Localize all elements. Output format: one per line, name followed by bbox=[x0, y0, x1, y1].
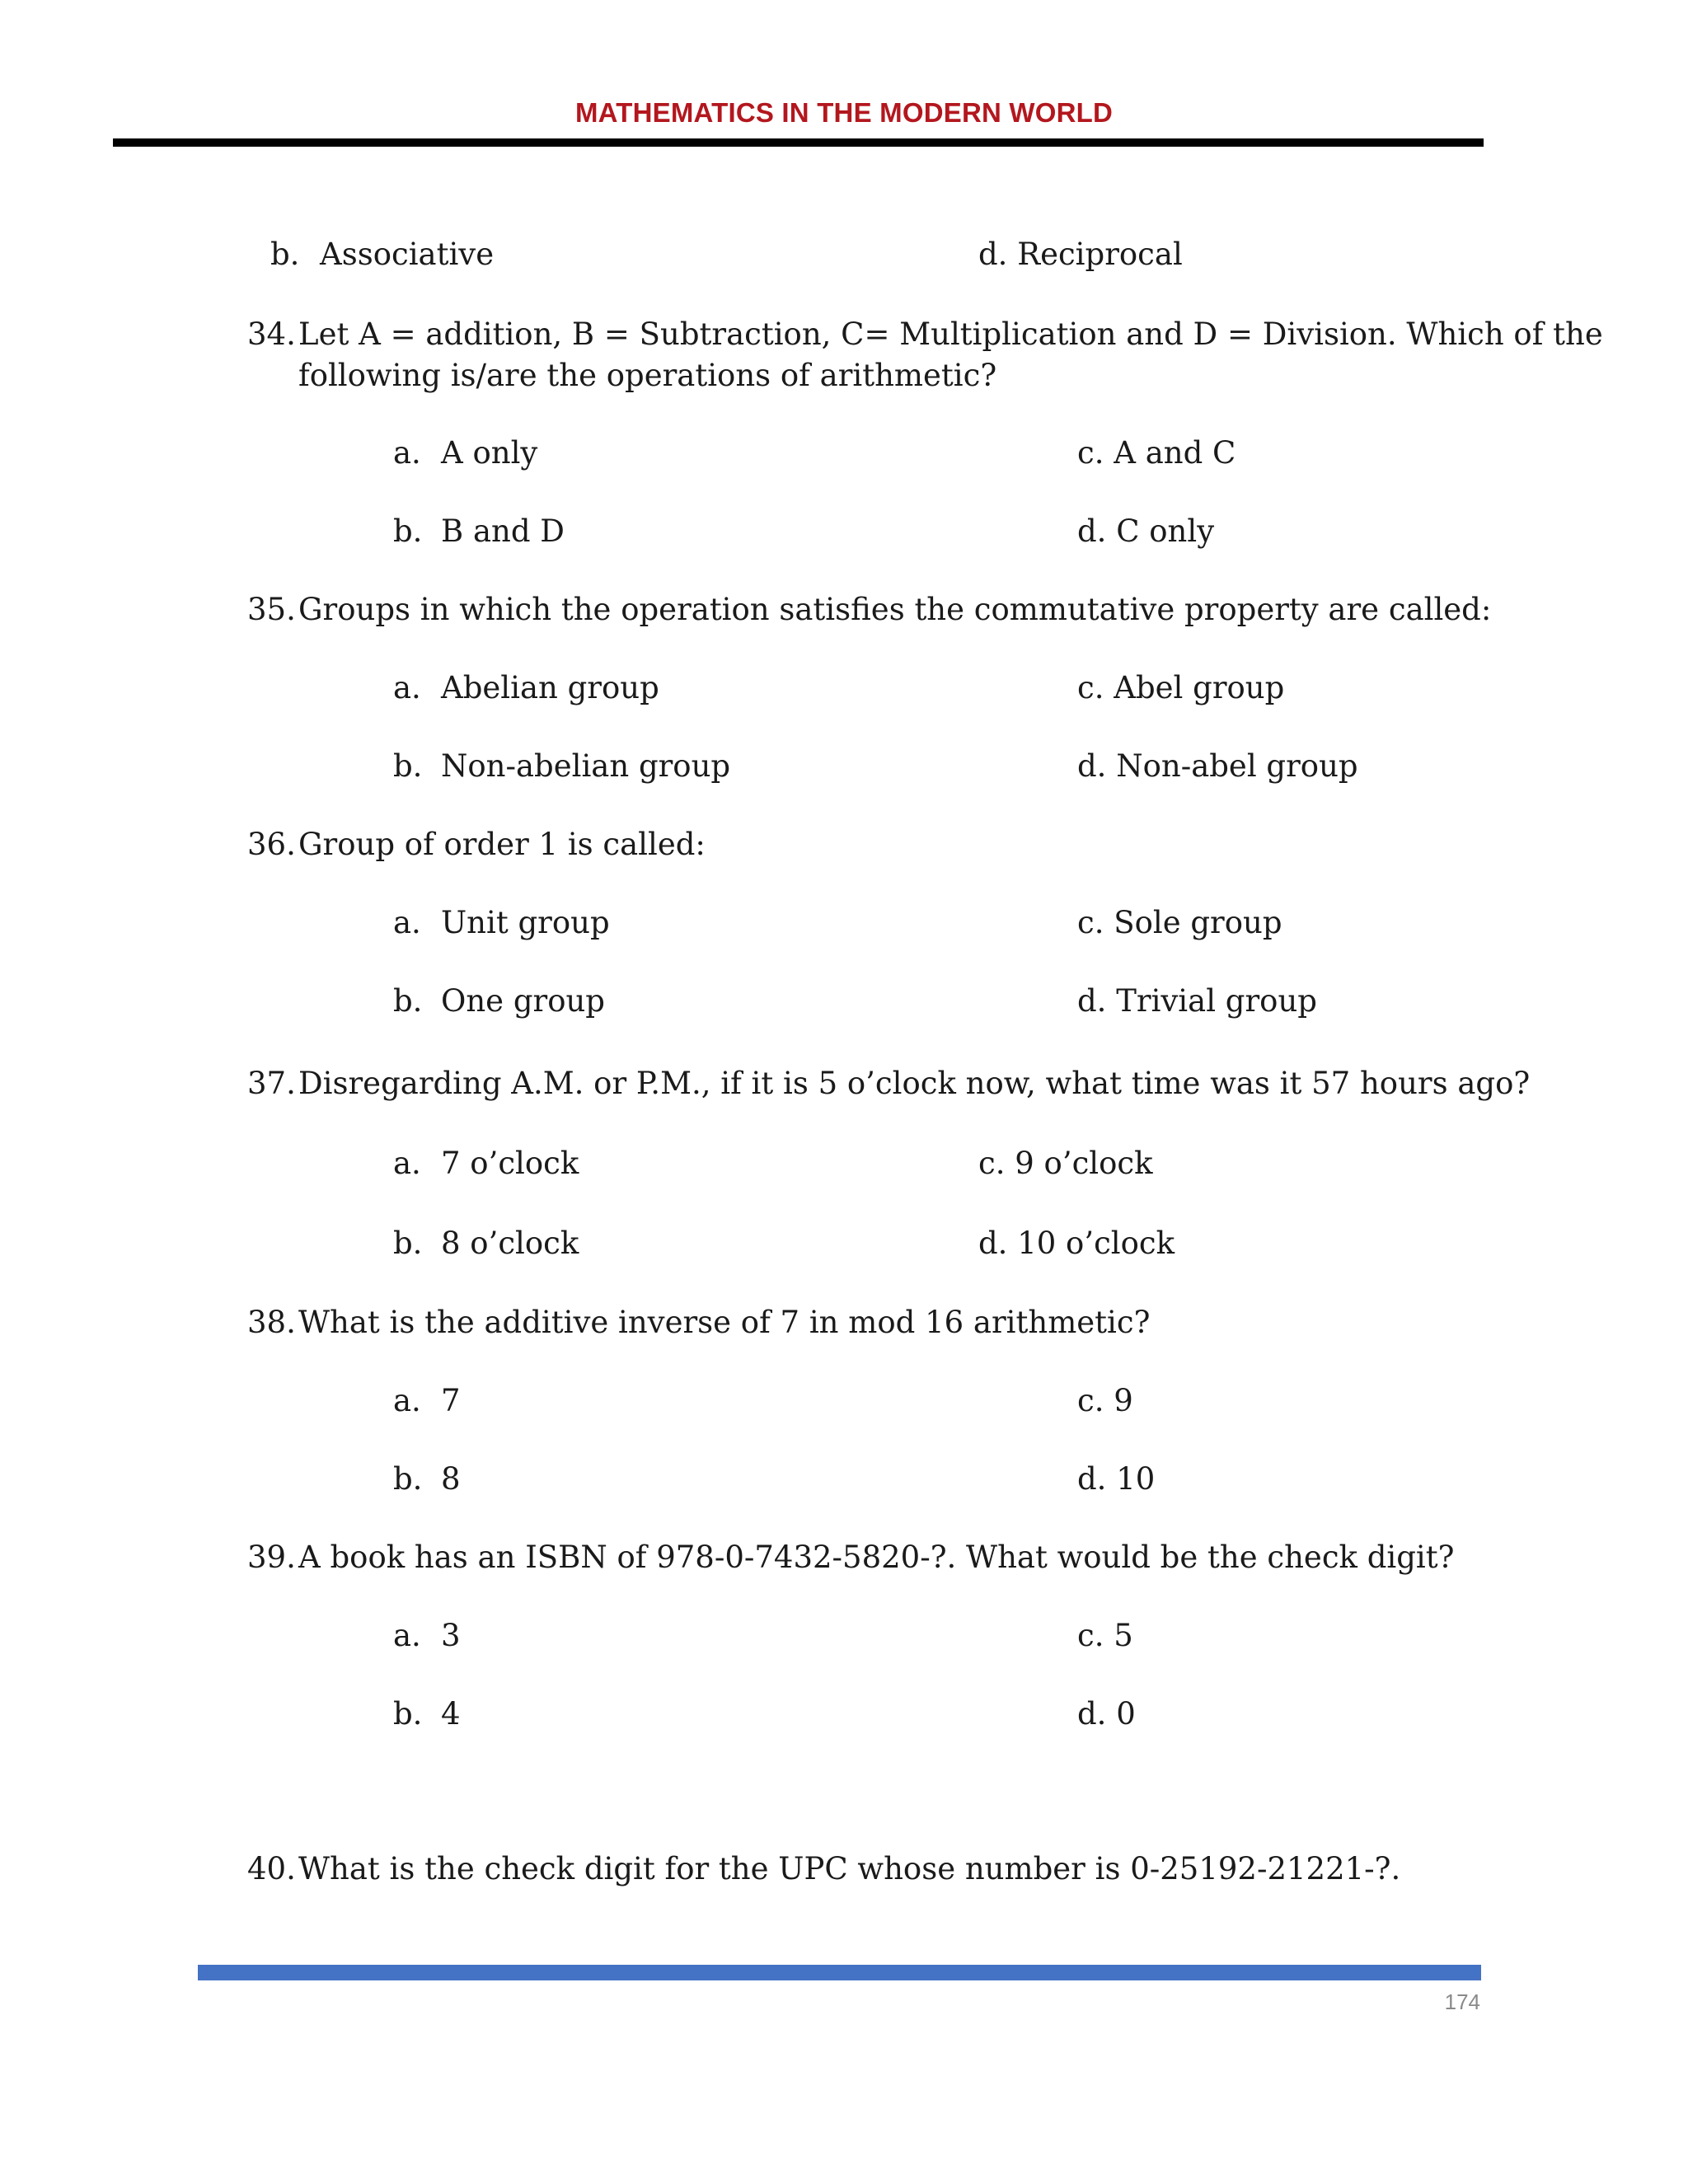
option-text: B and D bbox=[441, 513, 565, 549]
option-letter: b. bbox=[393, 513, 423, 549]
q37-option-d: d. 10 o’clock bbox=[978, 1226, 1175, 1261]
option-letter: b. bbox=[393, 748, 423, 784]
option-letter: a. bbox=[393, 670, 421, 705]
q38-option-c: c. 9 bbox=[1077, 1383, 1133, 1418]
question-text-line1: What is the check digit for the UPC whose number is 0-25192-21221-?. bbox=[298, 1851, 1401, 1886]
q34-option-c: c. A and C bbox=[1077, 435, 1236, 471]
question-number: 38. bbox=[247, 1305, 296, 1340]
q35-option-d: d. Non-abel group bbox=[1077, 748, 1358, 784]
question-number: 37. bbox=[247, 1066, 296, 1101]
option-text: A only bbox=[441, 435, 538, 471]
question-text-line1: Group of order 1 is called: bbox=[298, 827, 706, 862]
question-text-line1: Let A = addition, B = Subtraction, C= Multiplication and D = Division. Which of the bbox=[298, 316, 1603, 352]
option-text: 8 bbox=[441, 1461, 461, 1497]
option-text: 4 bbox=[441, 1696, 461, 1732]
q34-option-d: d. C only bbox=[1077, 513, 1215, 549]
option-letter: b. bbox=[393, 1226, 423, 1261]
q38-option-d: d. 10 bbox=[1077, 1461, 1156, 1497]
option-letter: a. bbox=[393, 1618, 421, 1653]
footer-rule bbox=[198, 1965, 1481, 1980]
option-letter: a. bbox=[393, 1146, 421, 1181]
option-text: Unit group bbox=[441, 905, 610, 940]
option-letter: b. bbox=[393, 1461, 423, 1497]
q39-option-d: d. 0 bbox=[1077, 1696, 1136, 1732]
option-letter: b. bbox=[270, 237, 300, 272]
question-text-line1: A book has an ISBN of 978-0-7432-5820-?. What would be the check digit? bbox=[298, 1540, 1455, 1575]
q36-option-c: c. Sole group bbox=[1077, 905, 1282, 940]
question-text-line2: following is/are the operations of arithmetic? bbox=[298, 358, 997, 393]
option-text: 8 o’clock bbox=[441, 1226, 579, 1261]
carryover-option-d: d. Reciprocal bbox=[978, 237, 1183, 272]
q37-option-c: c. 9 o’clock bbox=[978, 1146, 1153, 1181]
question-text-line1: What is the additive inverse of 7 in mod 16 arithmetic? bbox=[298, 1305, 1151, 1340]
option-text: 3 bbox=[441, 1618, 461, 1653]
option-text: 7 o’clock bbox=[441, 1146, 579, 1181]
option-letter: a. bbox=[393, 1383, 421, 1418]
question-text-line1: Disregarding A.M. or P.M., if it is 5 o’clock now, what time was it 57 hours ago? bbox=[298, 1066, 1531, 1101]
question-number: 39. bbox=[247, 1540, 296, 1575]
q36-option-d: d. Trivial group bbox=[1077, 983, 1317, 1019]
question-number: 34. bbox=[247, 316, 296, 352]
option-letter: b. bbox=[393, 983, 423, 1019]
q39-option-c: c. 5 bbox=[1077, 1618, 1133, 1653]
page-number: 174 bbox=[1444, 1990, 1480, 2014]
question-number: 40. bbox=[247, 1851, 296, 1886]
page-header-title: MATHEMATICS IN THE MODERN WORLD bbox=[574, 97, 1114, 128]
option-letter: a. bbox=[393, 905, 421, 940]
q35-option-c: c. Abel group bbox=[1077, 670, 1285, 705]
question-text-line1: Groups in which the operation satisfies the commutative property are called: bbox=[298, 592, 1492, 627]
option-text: Associative bbox=[320, 237, 495, 272]
question-number: 36. bbox=[247, 827, 296, 862]
option-letter: b. bbox=[393, 1696, 423, 1732]
option-text: One group bbox=[441, 983, 605, 1019]
header-rule bbox=[113, 138, 1484, 147]
option-text: Abelian group bbox=[441, 670, 659, 705]
option-text: Non-abelian group bbox=[441, 748, 731, 784]
option-letter: a. bbox=[393, 435, 421, 471]
question-number: 35. bbox=[247, 592, 296, 627]
option-text: 7 bbox=[441, 1383, 461, 1418]
